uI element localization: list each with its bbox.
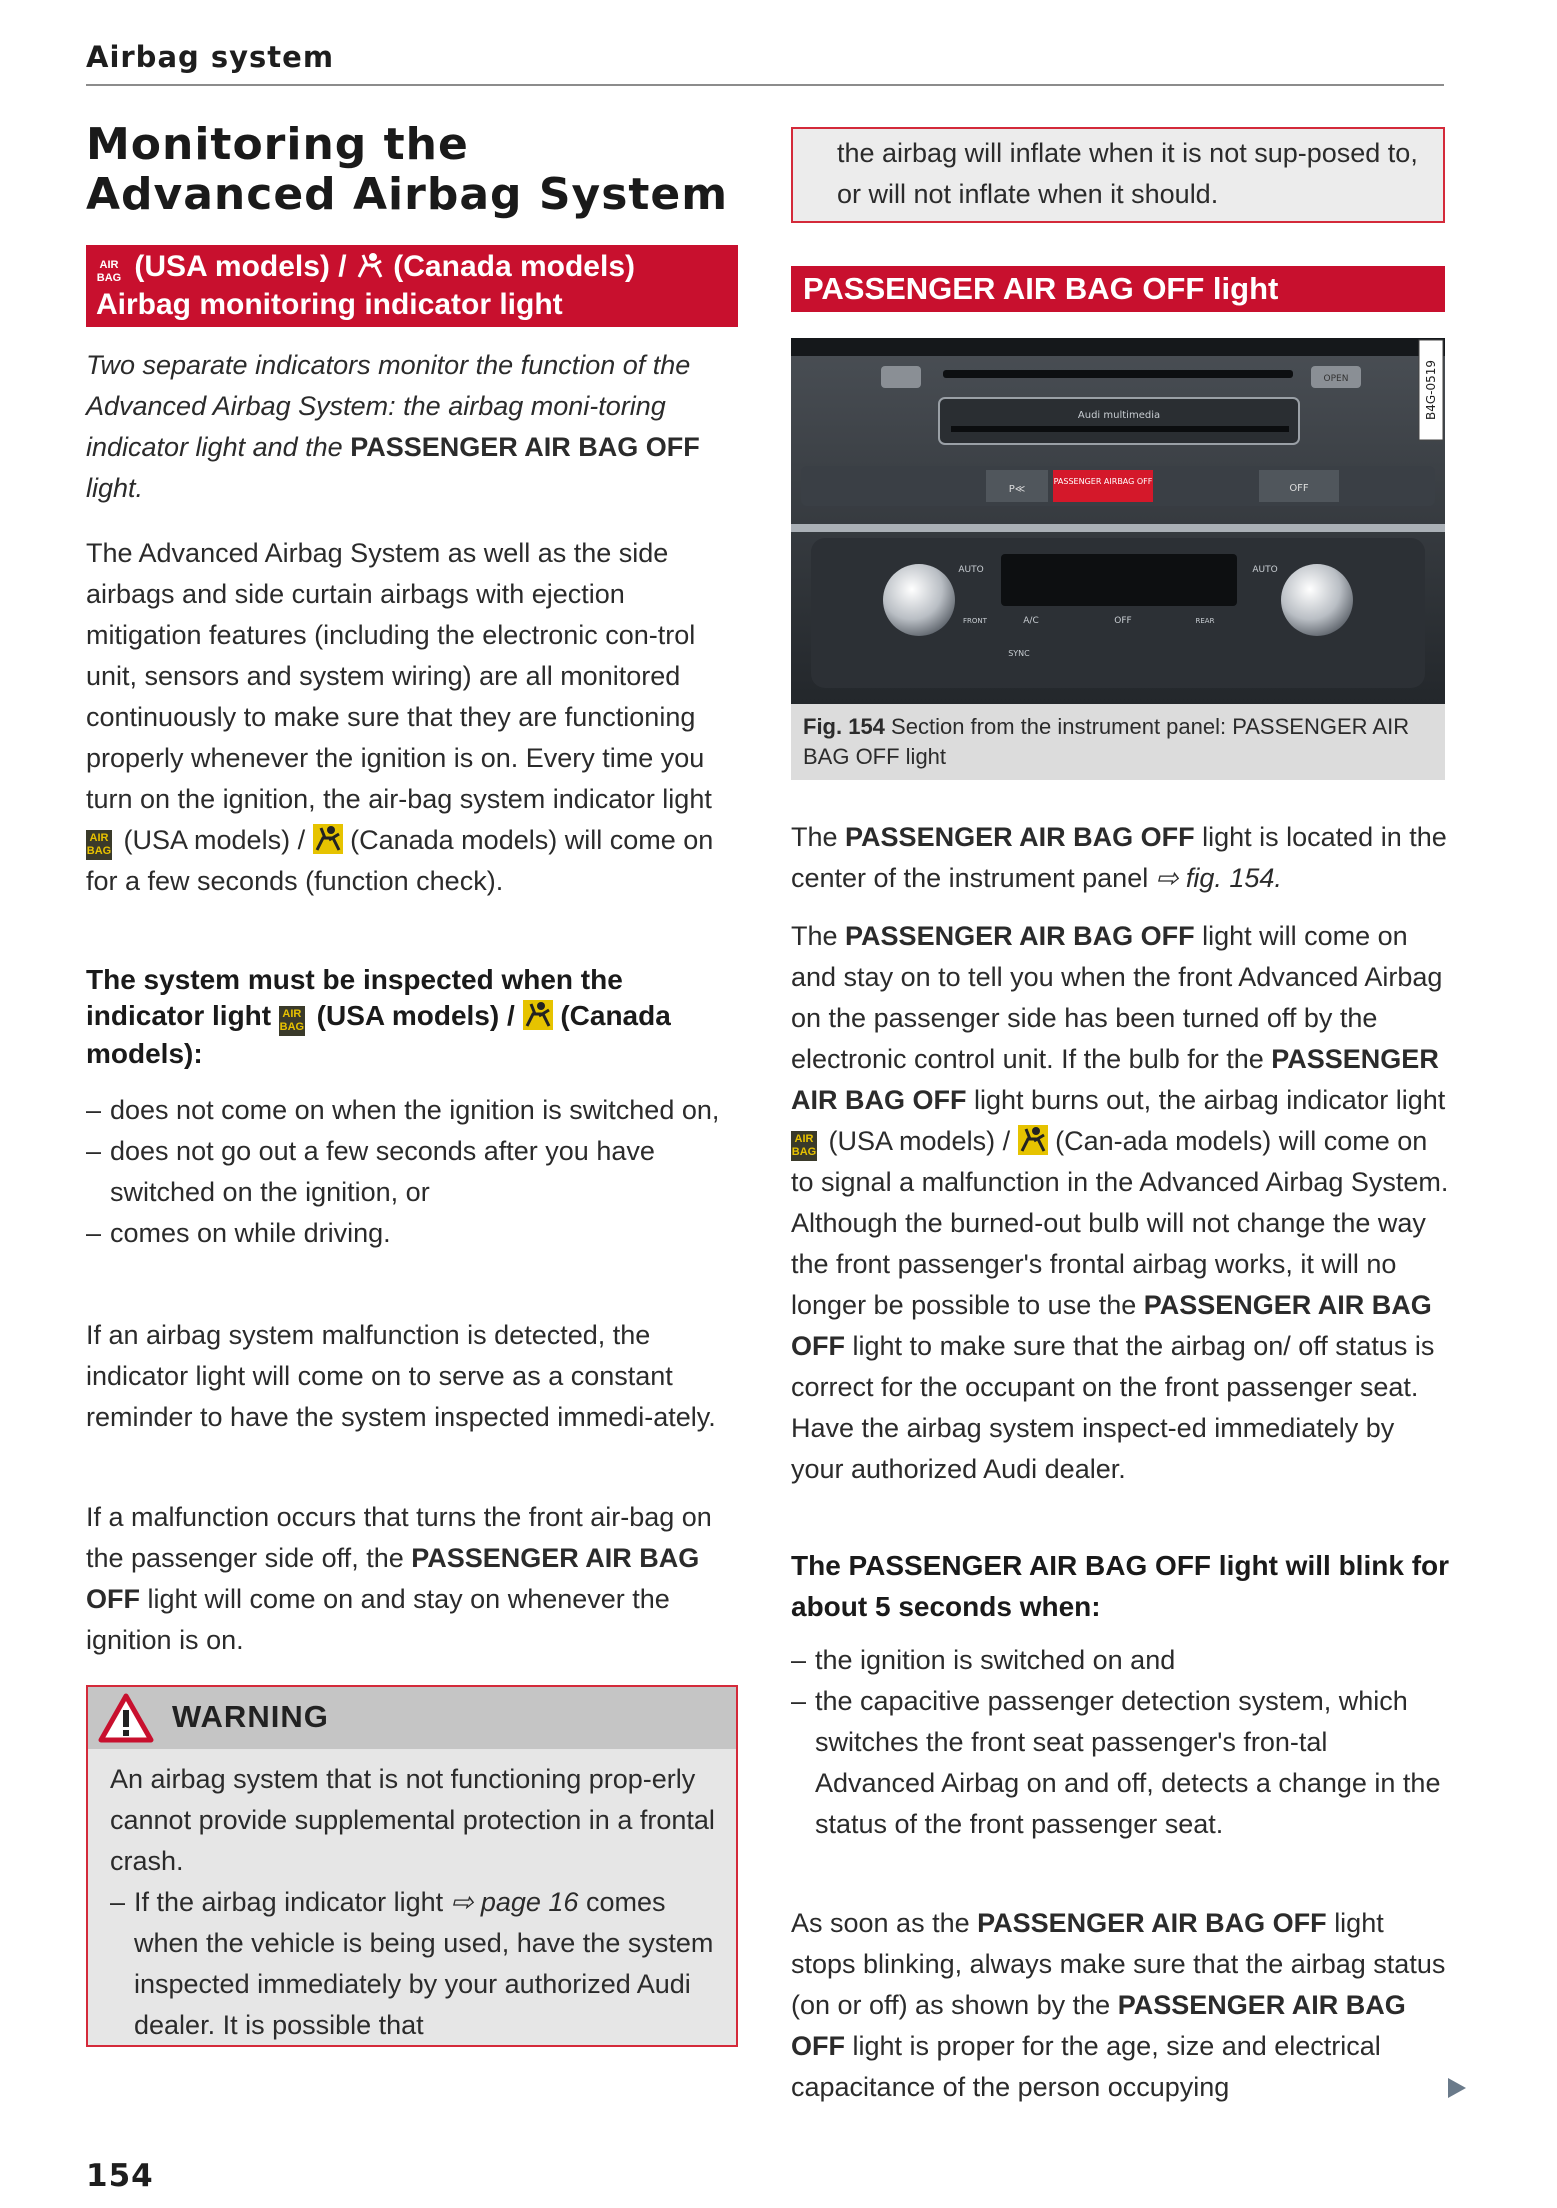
right-temp-knob (1281, 564, 1353, 636)
sync-label: SYNC (1008, 649, 1030, 658)
figure-number: Fig. 154 (803, 714, 885, 739)
intro-bold: PASSENGER AIR BAG OFF (350, 432, 700, 462)
malfunction-paragraph: If an airbag system malfunction is detected, the indicator light will come on to serve as a constant reminder to have the system inspected immedi-ately. (86, 1320, 716, 1432)
climate-off-label: OFF (1114, 616, 1132, 626)
page-number: 154 (86, 2158, 154, 2194)
subhead-text-a: The system must be inspected when the indicator light (86, 964, 623, 1031)
auto-left-label: AUTO (958, 565, 984, 575)
warning-header (88, 1687, 736, 1749)
left-temp-knob (883, 564, 955, 636)
p2-bold-1: PASSENGER AIR BAG OFF (845, 921, 1195, 951)
warning-text: An airbag system that is not functioning prop-erly cannot provide supplemental protection in a frontal crash. (110, 1764, 715, 1876)
warning-continued-box (791, 127, 1445, 223)
instrument-panel-illustration (791, 338, 1445, 704)
warning-item-text-b: comes when the vehicle is being used, have the system inspected immediately by your authorized Audi dealer. It is possible that (134, 1887, 714, 2040)
intro-end: light. (86, 473, 144, 503)
stops-blinking-paragraph (791, 1903, 1451, 2108)
status-paragraph (791, 916, 1451, 1490)
list-item: – the ignition is switched on and (791, 1640, 1451, 1681)
inspection-list (86, 1090, 746, 1254)
blink-list (791, 1640, 1451, 1845)
warning-box (86, 1685, 738, 2047)
p2-bold-3: PASSENGER AIR BAG OFF (791, 1290, 1432, 1361)
continue-arrow-icon (1448, 2078, 1466, 2098)
monitoring-text-a: The Advanced Airbag System as well as the side airbags and side curtain airbags with ejection mitigation features (including the electronic con-trol unit, sensors and system wiring) are all monitored continuously to make sure that they are functioning properly whenever the ignition is on. Every time you turn on the ignition, the air-bag system indicator light (86, 538, 712, 814)
p1-bold: PASSENGER AIR BAG OFF (845, 822, 1195, 852)
intro-paragraph (86, 345, 746, 509)
warning-title: WARNING (172, 1699, 329, 1734)
airbag-usa-icon: AIR BAG (86, 830, 112, 860)
airbag-usa-icon: AIR BAG (279, 1006, 305, 1036)
p3-bold-1: PASSENGER AIR BAG OFF (977, 1908, 1327, 1938)
para4-bold: PASSENGER AIR BAG OFF (86, 1543, 700, 1614)
airbag-canada-icon (313, 824, 343, 854)
rear-defrost-label: REAR (1195, 617, 1215, 625)
page-title-line-2: Advanced Airbag System (86, 169, 729, 220)
para4-text-a: If a malfunction occurs that turns the front air-bag on the passenger side off, the (86, 1502, 712, 1573)
warning-list (110, 1882, 730, 2046)
p2-text-b: light will come on and stay on to tell you when the front Advanced Airbag on the passenger side has been turned off by the electronic control unit. If the bulb for the (791, 921, 1443, 1074)
inspection-subhead (86, 962, 746, 1072)
instrument-panel-figure (791, 338, 1445, 704)
list-item (110, 1882, 730, 2046)
p1-text-b: light is located in the center of the instrument panel (791, 822, 1447, 893)
warning-body (110, 1759, 730, 2046)
airbag-canada-icon (355, 251, 385, 281)
open-button-label: OPEN (1323, 374, 1349, 384)
pw-button-label: P≪ (1008, 484, 1026, 495)
ac-label: A/C (1023, 616, 1039, 626)
p2-text-a: The (791, 921, 838, 951)
section-title: Airbag system (86, 40, 335, 74)
p2-text-e: (Can-ada models) will come on to signal a malfunction in the Advanced Airbag System. Although the burned-out bulb will not change the way the front passenger's frontal airbag works, it will no longer be possible to use the (791, 1126, 1449, 1320)
figure-caption-text: Section from the instrument panel: PASSENGER AIR BAG OFF light (803, 714, 1410, 769)
auto-right-label: AUTO (1252, 565, 1278, 575)
location-paragraph (791, 817, 1451, 899)
list-item: – the capacitive passenger detection system, which switches the front seat passenger's fron-tal Advanced Airbag on and off, detects a change in the status of the front passenger seat. (791, 1681, 1451, 1845)
subhead-text-c: (Canada models): (86, 1000, 671, 1069)
airbag-usa-icon: AIR BAG (791, 1131, 817, 1161)
mmi-label: Audi multimedia (1077, 410, 1161, 421)
warning-icon (98, 1693, 154, 1743)
passenger-off-section-bar: PASSENGER AIR BAG OFF light (791, 266, 1445, 312)
page-reference-link[interactable]: ⇨ page 16 (450, 1887, 579, 1917)
warning-item-text-a: If the airbag indicator light (134, 1887, 444, 1917)
list-item: – comes on while driving. (86, 1213, 746, 1254)
front-defrost-label: FRONT (963, 617, 987, 625)
passenger-airbag-off-indicator (1053, 470, 1153, 502)
p2-text-d: (USA models) / (828, 1126, 1011, 1156)
p3-text-b: light stops blinking, always make sure that the airbag status (on or off) as shown by the (791, 1908, 1446, 2020)
bar-canada-label: (Canada models) (393, 250, 635, 283)
monitoring-paragraph (86, 533, 746, 902)
intro-text: Two separate indicators monitor the function of the Advanced Airbag System: the airbag moni-toring indicator light and the (86, 350, 691, 462)
airbag-canada-icon (1018, 1125, 1048, 1155)
list-item: – does not come on when the ignition is switched on, (86, 1090, 746, 1131)
p3-bold-2: PASSENGER AIR BAG OFF (791, 1990, 1406, 2061)
subhead-text-b: (USA models) / (316, 1000, 515, 1031)
p1-text-a: The (791, 822, 838, 852)
p3-text-a: As soon as the (791, 1908, 970, 1938)
monitoring-text-c: (Canada models) will come on for a few seconds (function check). (86, 825, 714, 896)
monitoring-text-b: (USA models) / (123, 825, 306, 855)
bar-usa-label: (USA models) / (134, 250, 347, 283)
off-button-label: OFF (1289, 483, 1309, 494)
para4-text-b: light will come on and stay on whenever the ignition is on. (86, 1584, 670, 1655)
blink-subhead: The PASSENGER AIR BAG OFF light will blink for about 5 seconds when: (791, 1550, 1450, 1622)
p2-text-c: light burns out, the airbag indicator light (974, 1085, 1446, 1115)
figure-caption (791, 704, 1445, 780)
airbag-canada-icon (523, 1000, 553, 1030)
list-item: – does not go out a few seconds after you have switched on the ignition, or (86, 1131, 746, 1213)
page-title-line-1: Monitoring the (86, 119, 469, 170)
p3-text-c: light is proper for the age, size and electrical capacitance of the person occupying (791, 2031, 1381, 2102)
warning-continued-text: the airbag will inflate when it is not sup-posed to, or will not inflate when it should. (837, 138, 1418, 209)
bar-subtitle: Airbag monitoring indicator light (96, 288, 563, 321)
p2-text-f: light to make sure that the airbag on/ off status is correct for the occupant on the front passenger seat. Have the airbag system inspect-ed immediately by your authorized Audi dealer. (791, 1331, 1435, 1484)
p2-bold-2: PASSENGER AIR BAG OFF (791, 1044, 1439, 1115)
passenger-off-paragraph (86, 1497, 746, 1661)
figure-code: B4G-0519 (1424, 359, 1438, 421)
figure-reference-link[interactable]: ⇨ fig. 154. (1155, 863, 1282, 893)
passenger-airbag-off-label: PASSENGER AIRBAG OFF (1053, 477, 1153, 486)
indicator-section-bar (86, 245, 738, 327)
airbag-usa-icon: AIR BAG (96, 259, 122, 284)
header-divider (86, 84, 1444, 86)
page-title (86, 120, 746, 220)
